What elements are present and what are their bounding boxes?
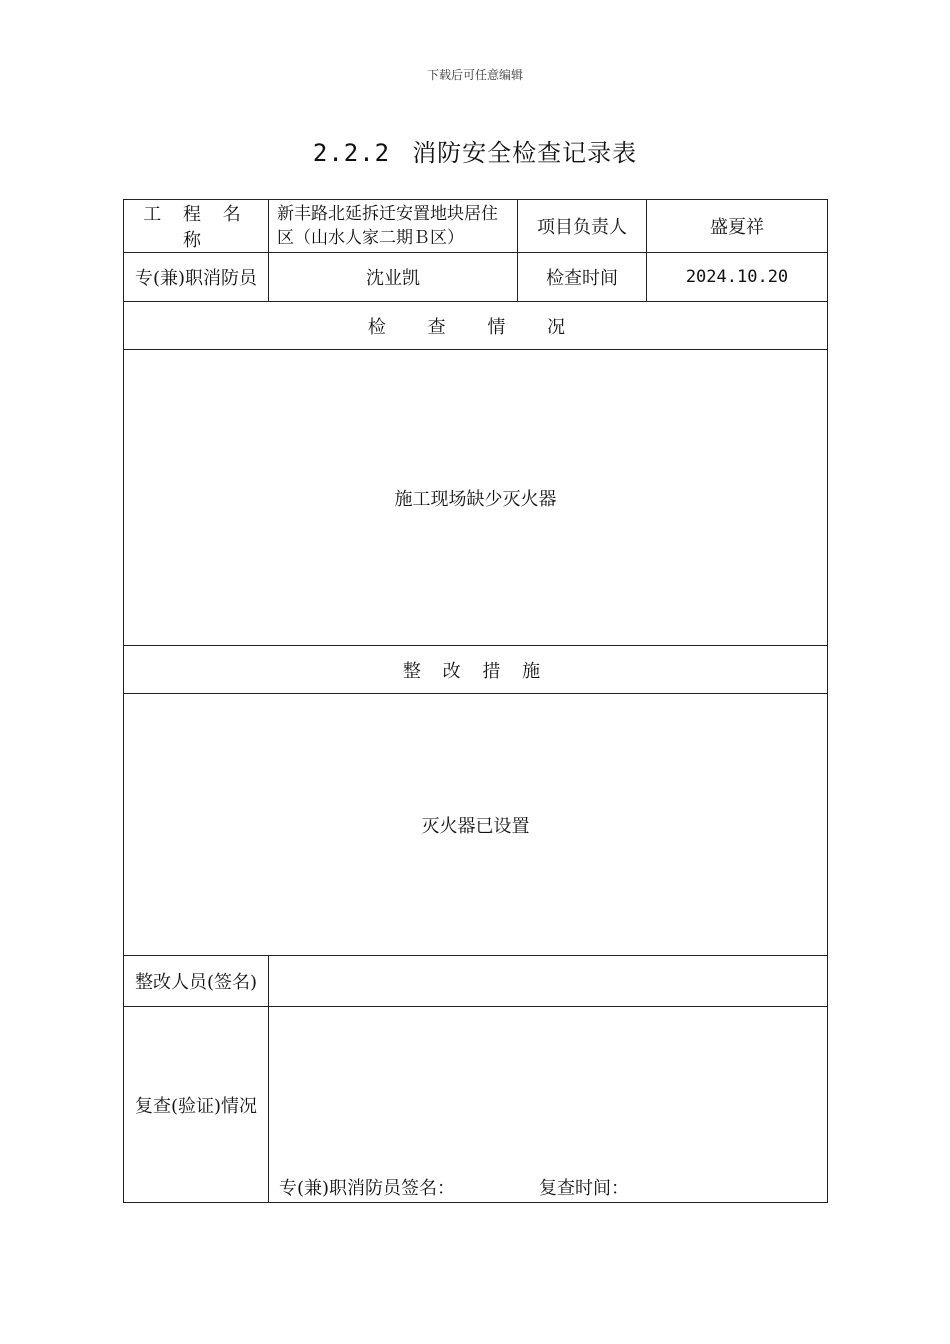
- recheck-content[interactable]: [269, 1007, 828, 1203]
- document-title: [0, 133, 950, 168]
- fire-officer-value: 沈业凯: [269, 253, 518, 302]
- recheck-sign-label: 专(兼)职消防员签名：: [279, 1178, 456, 1199]
- table-row: [124, 694, 828, 956]
- recheck-time-label: 复查时间：: [539, 1178, 629, 1199]
- title-number: 2.2.2: [312, 139, 391, 167]
- table-row: [124, 1007, 828, 1203]
- fire-officer-label: 专(兼)职消防员: [124, 253, 269, 302]
- table-row: [124, 253, 828, 302]
- table-row: [124, 200, 828, 253]
- table-row: [124, 350, 828, 646]
- inspection-content: 施工现场缺少灭火器: [124, 350, 828, 646]
- recheck-label: 复查(验证)情况: [124, 1007, 269, 1203]
- table-row: [124, 302, 828, 350]
- check-time-value: 2024.10.20: [647, 253, 828, 302]
- inspection-heading: 检 查 情 况: [124, 302, 828, 350]
- table-row: [124, 956, 828, 1007]
- rectifier-label: 整改人员(签名): [124, 956, 269, 1007]
- title-text: 消防安全检查记录表: [412, 139, 638, 167]
- rectifier-signature-field[interactable]: [269, 956, 828, 1007]
- rectification-content: 灭火器已设置: [124, 694, 828, 956]
- check-time-label: 检查时间: [518, 253, 647, 302]
- rectification-heading: 整 改 措 施: [124, 646, 828, 694]
- project-manager-value: 盛夏祥: [647, 200, 828, 253]
- project-name-value: 新丰路北延拆迁安置地块居住区（山水人家二期Ｂ区）: [269, 200, 518, 253]
- header-note: 下载后可任意编辑: [426, 68, 523, 82]
- project-manager-label: 项目负责人: [518, 200, 647, 253]
- table-row: [124, 646, 828, 694]
- project-name-label: 工 程 名 称: [124, 200, 269, 253]
- inspection-record-table: [123, 199, 828, 1203]
